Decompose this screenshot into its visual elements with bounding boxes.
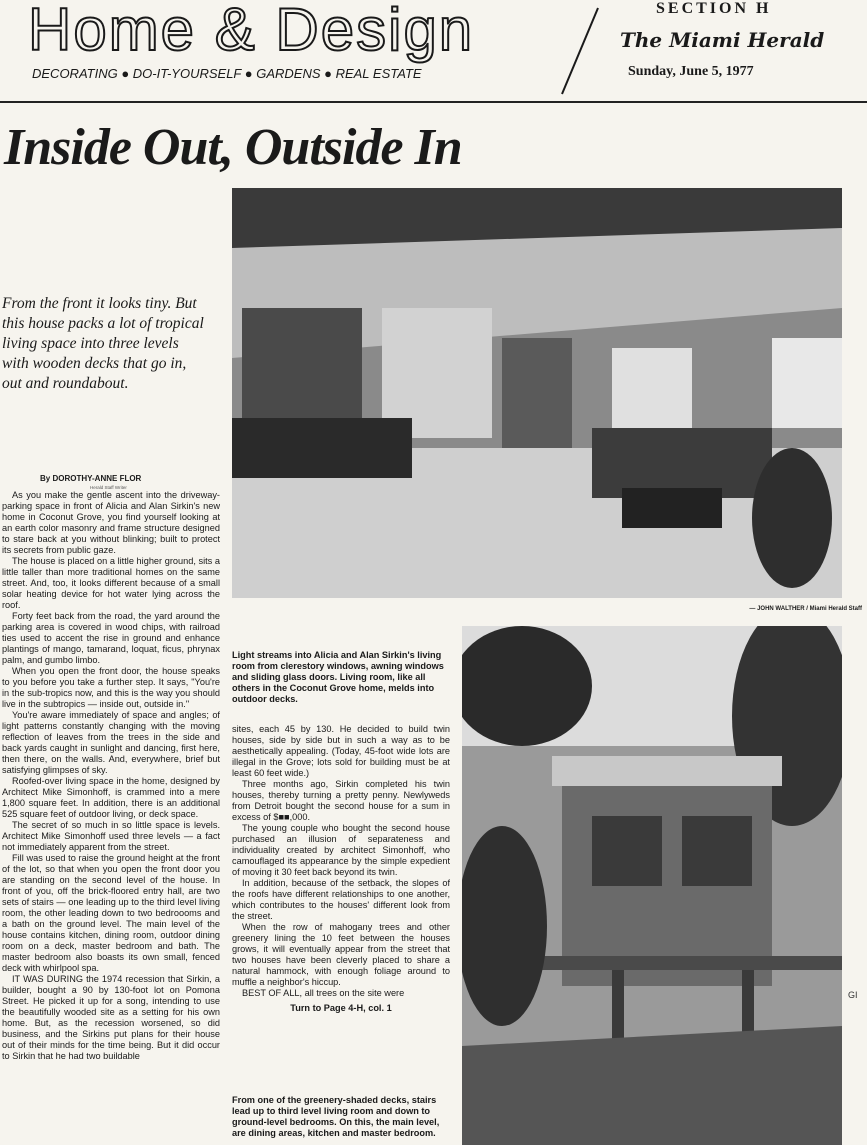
- paragraph: The house is placed on a little higher ground, sits a little taller than more traditional homes on the same street. And, too, it looks different because of a small solar heating device for hot water lying across the roof.: [2, 556, 220, 610]
- paragraph: Three months ago, Sirkin completed his twin houses, thereby turning a pretty penny. Newlyweds from Detroit bought the second house for a sum in excess of $■■,000.: [232, 779, 450, 822]
- byline: By DOROTHY-ANNE FLOR: [40, 474, 142, 483]
- masthead-title: Home & Design: [28, 0, 475, 63]
- paragraph: When the row of mahogany trees and other greenery lining the 10 feet between the houses grows, it will eventually appear from the street that two houses have been cleverly placed to share a natural hammock, with enough foliage around to muffle a neighbor's hiccup.: [232, 922, 450, 987]
- section-label: SECTION H: [656, 0, 772, 17]
- paragraph: BEST OF ALL, all trees on the site were: [242, 988, 405, 998]
- paragraph: Fill was used to raise the ground height at the front of the lot, so that when you open the front door you are standing on the second level of the house. In front of you, off the brick-floored entry hall, are two sets of stairs — one leading up to the third level living room, the other leading down to two bedroooms and a bath on the ground level. The main level of the house contains kitchen, dining room, outdoor dining room on a deck, master bedroom and bath. The master bedroom also boasts its own small, fenced deck with whirlpool spa.: [2, 853, 220, 973]
- newspaper-name: The Miami Herald: [620, 28, 825, 52]
- byline-subtitle: Herald Staff Writer: [90, 485, 127, 490]
- photo-caption-1: Light streams into Alicia and Alan Sirkin's living room from clerestory windows, awning windows and sliding glass doors. Living room, like all others in the Coconut Grove home, melds into outdoor decks.: [232, 650, 444, 704]
- paragraph: In addition, because of the setback, the slopes of the roofs have different relationships to one another, which contributes to the houses' different look from the street.: [232, 878, 450, 921]
- publication-date: Sunday, June 5, 1977: [628, 64, 754, 79]
- masthead-slash: [560, 6, 600, 96]
- photo-credit: — JOHN WALTHER / Miami Herald Staff: [749, 606, 862, 612]
- living-room-photo: [232, 188, 842, 598]
- deck: From the front it looks tiny. But this house packs a lot of tropical living space into three levels with wooden decks that go in, out and roundabout.: [2, 295, 204, 392]
- deck-photo: [462, 626, 842, 1145]
- paragraph: sites, each 45 by 130. He decided to build twin houses, side by side but in such a way as to be aesthetically appealing. (Today, 45-foot wide lots are illegal in the Grove; lots sold for building must be at least 60 feet wide.): [232, 724, 450, 778]
- living-room-photo-image: [232, 188, 842, 598]
- paragraph: The young couple who bought the second house purchased an illusion of separateness and individuality created by architect Simonhoff, who camouflaged its appearance by the simple expedient of moving it 30 feet back beyond its twin.: [232, 823, 450, 877]
- paragraph: When you open the front door, the house speaks to you before you take a further step. It says, "You're in the sub-tropics now, and this is the way you should live in the subtropics — inside out, outside in.": [2, 666, 220, 709]
- paragraph: IT WAS DURING the 1974 recession that Sirkin, a builder, bought a 90 by 130-foot lot on Pomona Street. He picked it up for a song, intending to use the beautifully wooded site as a setting for his own home. But, as the recession worsened, so did business, and the Sirkins put plans for their house out of their minds for the time being. But it did occur to Sirkin that he had two buildable: [2, 974, 220, 1061]
- photo-caption-2: From one of the greenery-shaded decks, stairs lead up to third level living room and down to ground-level bedrooms. On this, the main level, are dining areas, kitchen and master bedroom.: [232, 1095, 440, 1138]
- masthead-rule: [0, 101, 867, 103]
- headline: Inside Out, Outside In: [4, 119, 462, 176]
- masthead-tagline: DECORATING ● DO-IT-YOURSELF ● GARDENS ● REAL ESTATE: [32, 66, 422, 81]
- paragraph: As you make the gentle ascent into the driveway-parking space in front of Alicia and Alan Sirkin's new home in Coconut Grove, you find yourself looking at an earth color masonry and frame structure designed to stare back at you without blinking; built to protect its secrets from public gaze.: [2, 490, 220, 555]
- page-edge-text: GI: [848, 990, 858, 1000]
- paragraph: You're aware immediately of space and angles; of light patterns constantly changing with the moving reflection of leaves from the trees in the side and back yards caught in sunlight and dancing, first here, then there, on the walls. And, everywhere, brief but satisfying glimpses of sky.: [2, 710, 220, 775]
- body-column-1: [2, 490, 220, 1145]
- jump-line: Turn to Page 4-H, col. 1: [290, 1003, 392, 1013]
- paragraph: The secret of so much in so little space is levels. Architect Mike Simonhoff used three levels — a fact not immediately apparent from the street.: [2, 820, 220, 852]
- paragraph: Roofed-over living space in the home, designed by Architect Mike Simonhoff, is crammed into a mere 1,800 square feet. In addition, there is an additional 525 square feet of outdoor living, or deck space.: [2, 776, 220, 819]
- body-column-2: [232, 724, 450, 1029]
- paragraph: Forty feet back from the road, the yard around the parking area is covered in wood chips, with railroad ties used to accent the rise in ground and enhance plantings of mango, tamarand, loquat, ficus, phrynax palm, and gumbo limbo.: [2, 611, 220, 665]
- deck-photo-image: [462, 626, 842, 1145]
